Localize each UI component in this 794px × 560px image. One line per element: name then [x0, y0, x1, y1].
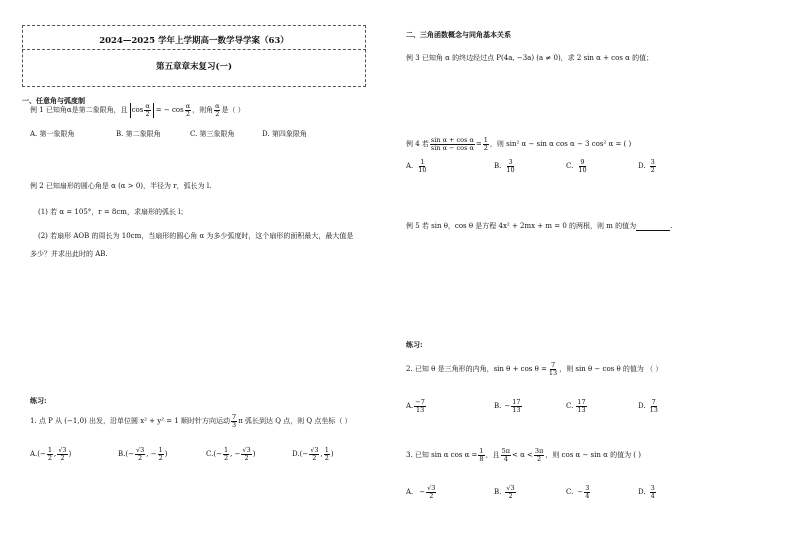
p3-option-d [638, 482, 657, 502]
frac-den: sin α − cos α [430, 143, 474, 152]
frac-num: √3 [310, 445, 319, 454]
opt-open: (− [299, 449, 309, 458]
frac-num: 3 [508, 157, 513, 166]
practice-label-right: 练习: [406, 340, 423, 349]
ex4-option-b [494, 156, 517, 176]
ex1-option-d: D. 第四象限角 [262, 130, 307, 138]
ex2-q2: (2) 若扇形 AOB 的周长为 10cm，当扇形的圆心角 α 为多少弧度时，这个扇形的面积最大，最大值是 [38, 232, 354, 240]
opt-label: A. [406, 487, 414, 496]
frac-num: α [145, 101, 150, 110]
p1-text-a: 1. 点 P 从 (−1,0) 出发，沿单位圆 x² + y² = 1 顺时针方向运动 [30, 416, 231, 425]
frac-den: 2 [508, 491, 513, 500]
frac-den: 13 [512, 405, 521, 414]
frac-den: 2 [324, 453, 329, 462]
practice-1 [30, 412, 352, 430]
frac-num: 17 [512, 397, 521, 406]
example-5 [406, 222, 672, 231]
frac-den: 10 [578, 165, 587, 174]
frac-den: 13 [415, 405, 425, 414]
frac-den: 10 [506, 165, 515, 174]
frac-den: 2 [223, 453, 229, 462]
p3-lt: < α < [511, 450, 533, 459]
opt-label: C. [566, 161, 574, 170]
example-1 [30, 102, 245, 118]
frac-num: √3 [427, 483, 436, 492]
p1-option-c [206, 444, 255, 464]
opt-label: B. [118, 449, 126, 458]
ex1-option-a: A. 第一象限角 [30, 130, 75, 138]
frac-den: 2 [158, 453, 163, 462]
opt-label: A. [406, 161, 414, 170]
p2-post: ，则 sin θ − cos θ 的值为 （ ） [559, 364, 663, 373]
frac-num: 3π [534, 446, 544, 455]
opt-label: B. [494, 401, 502, 410]
p2-option-a [406, 396, 427, 416]
ex1-option-b: B. 第二象限角 [116, 130, 161, 138]
practice-3 [406, 444, 641, 466]
frac-den: 4 [585, 491, 590, 500]
frac-den: 4 [503, 454, 508, 463]
practice-label-left: 练习: [30, 396, 47, 405]
frac-den: 13 [548, 368, 558, 377]
ex5-text: 例 5 若 sin θ，cos θ 是方程 4x² + 2mx + m = 0 的两根，则 m 的值为 [406, 222, 637, 230]
frac-num: 3 [585, 483, 590, 492]
ex4-option-c [566, 156, 589, 176]
frac-den: 2 [215, 109, 220, 118]
opt-sep: , [54, 449, 57, 458]
opt-label: C. [206, 449, 214, 458]
frac-num: 7 [232, 412, 237, 421]
opt-sign: − [504, 401, 511, 410]
ex1-tail: 是（ ） [221, 105, 245, 114]
p2-option-b [494, 396, 523, 416]
frac-den: 2 [650, 165, 655, 174]
frac-num: 3 [650, 157, 655, 166]
p2-option-c [566, 396, 588, 416]
opt-open: (− [37, 449, 46, 458]
frac-den: 2 [185, 109, 190, 118]
frac-num: 7 [651, 397, 656, 406]
frac-num: α [185, 101, 191, 110]
frac-den: 13 [649, 405, 658, 414]
page-subtitle: 第五章章末复习(一) [155, 62, 233, 72]
p3-option-a [406, 482, 437, 502]
example-3: 例 3 已知角 α 的终边经过点 P(4a, −3a) (a ≠ 0)，求 2 sin α + cos α 的值； [406, 54, 654, 62]
ex1-option-c: C. 第三象限角 [190, 130, 235, 138]
p2-pre: 2. 已知 θ 是三角形的内角，sin θ + cos θ = [406, 364, 547, 373]
frac-num: 17 [577, 397, 586, 406]
opt-label: B. [494, 161, 502, 170]
opt-sep: , [320, 449, 323, 458]
opt-open: (− [125, 449, 134, 458]
opt-close: ) [330, 449, 334, 458]
p3-option-b [494, 482, 517, 502]
opt-sign: − [419, 487, 426, 496]
opt-sign: − [577, 487, 584, 496]
opt-label: B. [494, 487, 502, 496]
ex4-post: ，则 sin² α − sin α cos α − 3 cos² α = ( ) [489, 139, 632, 148]
frac-num: 7 [550, 360, 556, 369]
frac-num: √3 [135, 445, 145, 454]
practice-2 [406, 358, 662, 380]
example-4 [406, 134, 631, 154]
frac-den: 2 [47, 453, 53, 462]
section-heading-2: 二、三角函数概念与同角基本关系 [406, 30, 511, 39]
ex1-abs-cos: cos [131, 105, 144, 114]
ex4-option-a [406, 156, 429, 176]
frac-den: 2 [138, 453, 143, 462]
ex5-end: . [670, 222, 673, 230]
frac-num: 1 [158, 445, 163, 454]
ex1-then: ，则角 [192, 105, 214, 114]
frac-num: 1 [479, 446, 484, 455]
frac-den: 2 [312, 453, 317, 462]
frac-den: 2 [145, 109, 150, 118]
p3-post: ，则 cos α − sin α 的值为 ( ) [545, 450, 641, 459]
opt-label: D. [638, 487, 646, 496]
frac-den: 2 [244, 453, 249, 462]
p1-option-a [30, 444, 71, 464]
frac-num: 1 [324, 445, 329, 454]
frac-num: 1 [47, 445, 53, 454]
frac-den: 8 [479, 454, 484, 463]
frac-num: 9 [580, 157, 585, 166]
ex2-line1: 例 2 已知扇形的圆心角是 α (α > 0)，半径为 r，弧长为 l. [30, 182, 212, 190]
answer-blank[interactable] [636, 222, 673, 231]
ex4-eq: = [475, 139, 482, 148]
frac-den: 2 [537, 454, 542, 463]
frac-den: 2 [483, 143, 488, 152]
opt-close: ) [164, 449, 168, 458]
frac-num: −7 [415, 397, 425, 406]
frac-num: √3 [58, 445, 67, 454]
header-divider [22, 49, 366, 50]
p1-option-d [292, 444, 334, 464]
opt-label: A. [30, 449, 38, 458]
ex4-option-d [638, 156, 657, 176]
ex1-eq: = − cos [155, 105, 184, 114]
frac-num: sin α + cos α [430, 135, 474, 144]
opt-sep: , − [146, 449, 157, 458]
frac-den: 2 [60, 453, 65, 462]
opt-label: A. [406, 401, 414, 410]
p3-option-c [566, 482, 591, 502]
ex1-mid: 是第二象限角，且 [71, 105, 128, 114]
frac-den: 2 [429, 491, 434, 500]
opt-label: D. [638, 161, 646, 170]
ex4-pre: 例 4 若 [406, 139, 429, 148]
opt-sep: , − [230, 449, 241, 458]
frac-num: α [215, 101, 220, 110]
ex1-prefix: 例 1 已知角 [30, 105, 67, 114]
ex1-alpha: α [66, 105, 72, 114]
opt-label: C. [566, 401, 574, 410]
opt-open: (− [213, 449, 222, 458]
p1-option-b [118, 444, 167, 464]
page-title: 2024—2025 学年上学期高一数学导学案（63） [99, 36, 289, 46]
frac-num: 1 [483, 135, 488, 144]
frac-den: 10 [418, 165, 427, 174]
section-heading-1: 一、任意角与弧度制 [22, 96, 85, 105]
frac-num: √3 [242, 445, 251, 454]
opt-close: ) [252, 449, 256, 458]
frac-num: 3 [650, 483, 655, 492]
frac-den: 13 [577, 405, 586, 414]
ex2-q1: (1) 若 α = 105°，r = 8cm，求扇形的弧长 l； [38, 208, 188, 216]
p1-text-b: π 弧长到达 Q 点，则 Q 点坐标（ ） [238, 416, 352, 425]
ex2-q2-cont: 多少？并求出此时的 AB. [30, 250, 108, 258]
frac-den: 4 [650, 491, 655, 500]
frac-num: 1 [223, 445, 229, 454]
frac-den: 3 [232, 420, 237, 429]
opt-label: D. [638, 401, 646, 410]
p2-option-d [638, 396, 660, 416]
p3-pre: 3. 已知 sin α cos α = [406, 450, 478, 459]
opt-label: D. [292, 449, 300, 458]
frac-num: √3 [506, 483, 515, 492]
opt-label: C. [566, 487, 574, 496]
frac-num: 1 [420, 157, 425, 166]
p3-mid: ，且 [485, 450, 500, 459]
opt-close: ) [68, 449, 72, 458]
frac-num: 5π [501, 446, 510, 455]
